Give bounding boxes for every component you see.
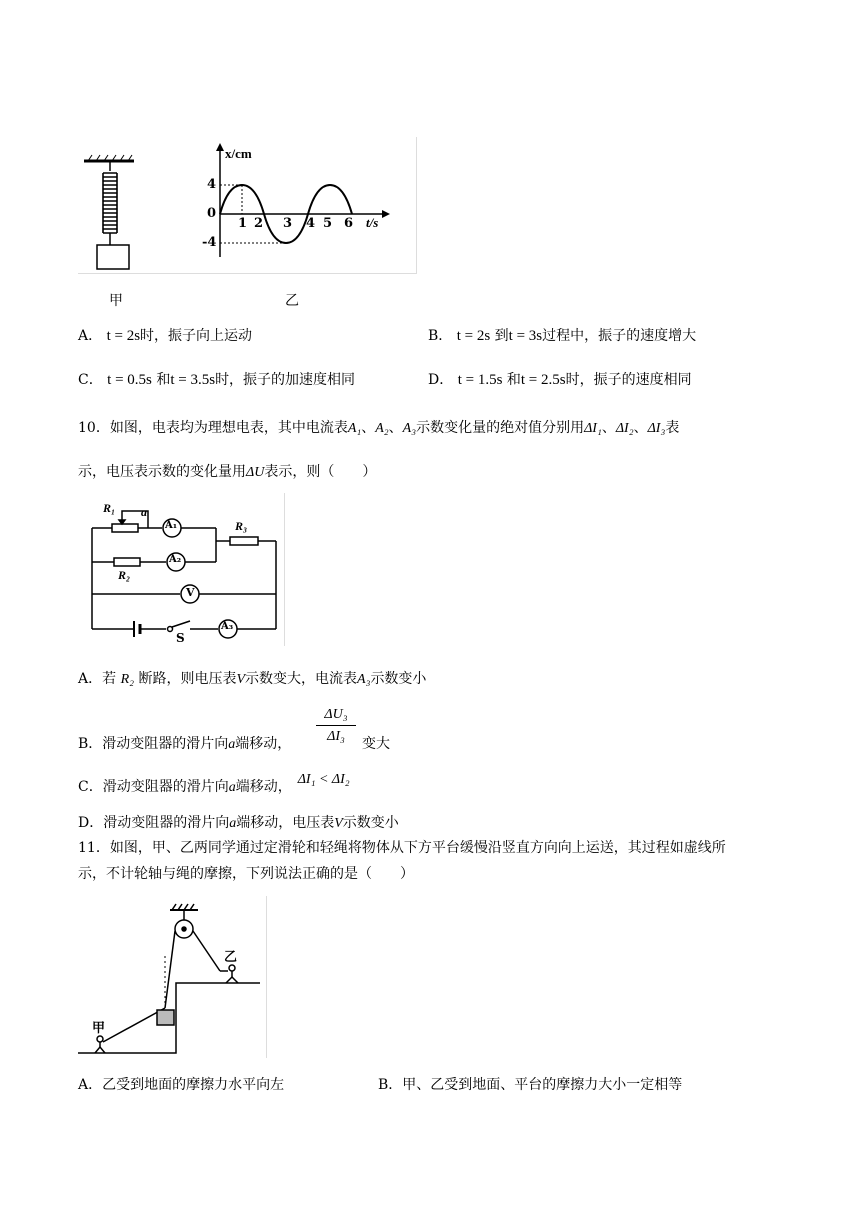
ammeter-a3-label: A₃ [221,621,234,632]
graph-xtick-1: 1 [238,216,248,231]
circuit-figure [78,493,285,646]
spring-figure [78,137,417,274]
ammeter-a2-label: A₂ [169,554,182,565]
switch-label: S [176,631,185,645]
graph-xtick-4: 4 [306,216,316,231]
circuit-label-r3: R₃ [235,519,248,533]
pulley-figure [78,896,267,1058]
ammeter-a1-label: A₁ [165,520,178,531]
q11-stem-line2: 示，不计轮轴与绳的摩擦，下列说法正确的是（ ） [78,866,414,882]
graph-xtick-2: 2 [254,216,264,231]
graph-xtick-5: 5 [323,216,333,231]
q11-stem-line1: 11．如图，甲、乙两同学通过定滑轮和轻绳将物体从下方平台缓慢沿竖直方向向上运送，其过程如虚线所 [78,840,726,856]
graph-ytick-4: 4 [207,177,217,192]
pulley-label-jia: 甲 [92,1021,106,1036]
fraction-du3-di3: ΔU₃ ΔI₃ [316,705,356,748]
circuit-label-a: a [141,505,147,519]
circuit-label-r1: R₁ [103,501,116,515]
q10-option-d[interactable]: D．滑动变阻器的滑片向a端移动，电压表V示数变小 [78,815,399,831]
circuit-label-r2: R₂ [118,568,131,582]
q11-option-a[interactable]: A．乙受到地面的摩擦力水平向左 [78,1077,285,1093]
graph-xlabel: t/s [366,215,379,230]
q10-option-c[interactable]: C．滑动变阻器的滑片向a端移动， ΔI₁ < ΔI₂ [78,772,350,795]
q10-stem-line2: 示，电压表示数的变化量用ΔU表示，则（ ） [78,464,377,480]
graph-ylabel: x/cm [225,146,252,161]
q10-stem-line1: 10．如图，电表均为理想电表，其中电流表A₁、A₂、A₃示数变化量的绝对值分别用ΔI₁、ΔI₂、ΔI₃表 [78,420,680,436]
pulley-svg [78,896,266,1058]
q9-option-c[interactable]: C． t = 0.5s 和t = 3.5s时，振子的加速度相同 [78,372,356,388]
graph-ytick-neg4: -4 [202,235,217,250]
graph-xtick-3: 3 [283,216,293,231]
pulley-label-yi: 乙 [224,950,238,965]
voltmeter-label: V [186,586,195,599]
q11-option-b[interactable]: B．甲、乙受到地面、平台的摩擦力大小一定相等 [378,1077,683,1093]
q9-option-a[interactable]: A． t = 2s时，振子向上运动 [78,328,253,344]
q9-option-d[interactable]: D． t = 1.5s 和t = 2.5s时，振子的速度相同 [428,372,692,388]
q10-option-a[interactable]: A．若 R₂ 断路，则电压表V示数变大，电流表A₃示数变小 [78,671,427,687]
graph-ytick-0: 0 [207,206,217,221]
graph-xtick-6: 6 [344,216,354,231]
caption-yi: 乙 [285,293,299,309]
caption-jia: 甲 [109,293,123,309]
q9-option-b[interactable]: B． t = 2s 到t = 3s过程中，振子的速度增大 [428,328,697,344]
